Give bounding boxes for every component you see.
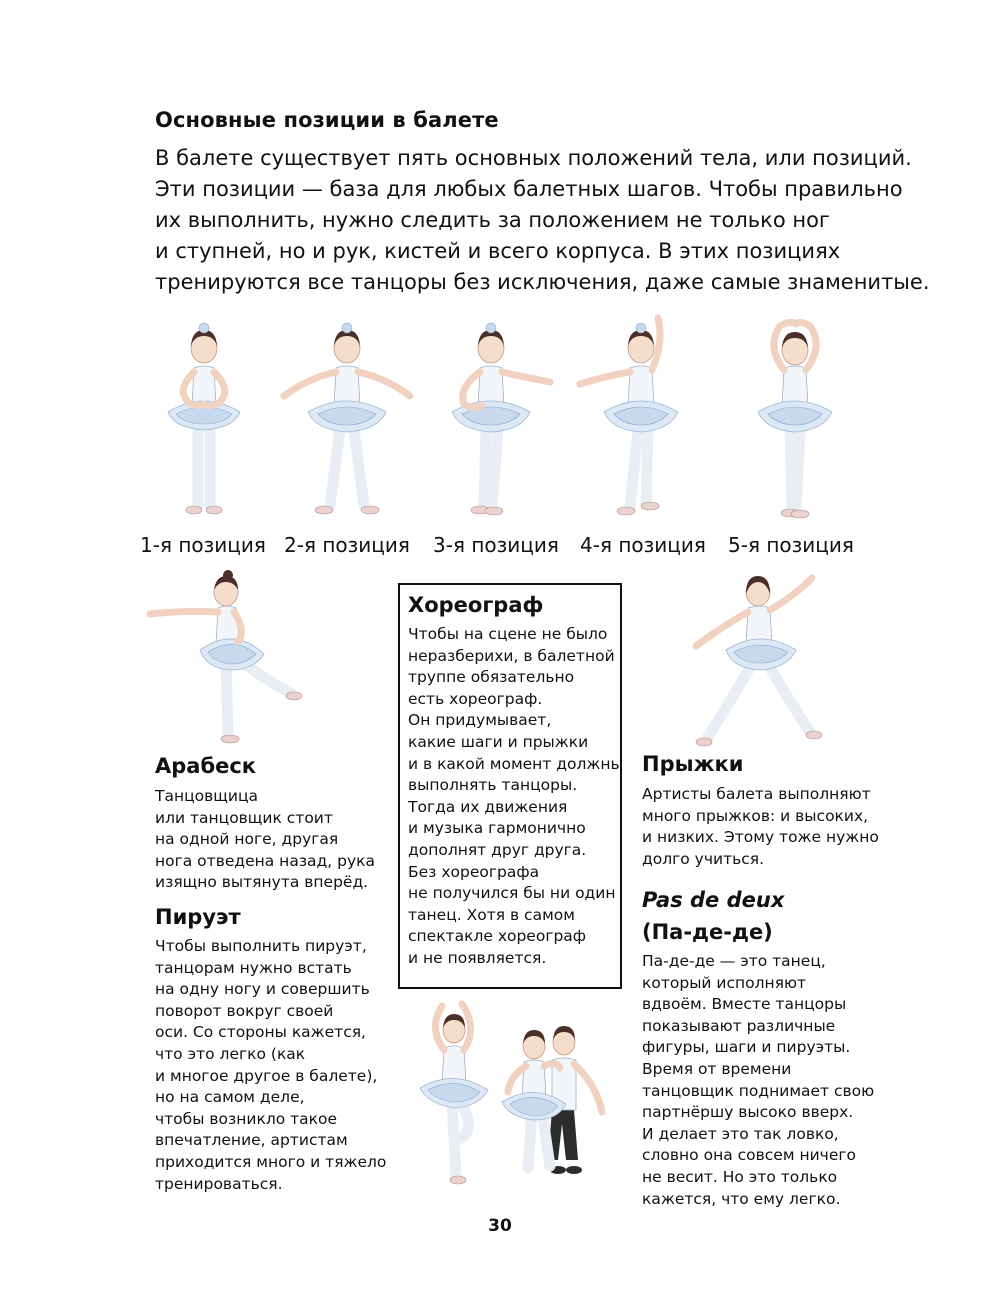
pirouette-line: на одну ногу и совершить (155, 980, 370, 999)
ballet-couple-illustration (500, 1020, 610, 1180)
pas-de-deux-line: танцовщик поднимает свою (642, 1081, 875, 1100)
choreographer-line: выполнять танцоры. (408, 776, 578, 795)
ballerina-position-4-illustration (574, 312, 694, 522)
intro-line: и ступней, но и рук, кистей и всего корпуса. В этих позициях (155, 239, 841, 263)
intro-line: тренируются все танцоры без исключения, даже самые знаменитые. (155, 270, 930, 294)
pas-de-deux-line: Па-де-де — это танец, (642, 952, 826, 970)
choreographer-line: Тогда их движения (408, 797, 568, 816)
choreographer-line: есть хореограф. (408, 689, 543, 708)
pirouette-text (155, 936, 386, 1195)
pirouette-line: приходится много и тяжело (155, 1152, 387, 1171)
pirouette-line: что это легко (как (155, 1044, 306, 1063)
arabesque-line: или танцовщик стоит (155, 808, 333, 827)
choreographer-line: танец. Хотя в самом (408, 905, 575, 924)
ballerina-position-3-illustration (436, 320, 556, 520)
page-number: 30 (488, 1216, 512, 1236)
pas-de-deux-line: кажется, что ему легко. (642, 1189, 841, 1208)
pirouette-line: впечатление, артистам (155, 1131, 348, 1150)
choreographer-line: Он придумывает, (408, 711, 552, 730)
arabesque-line: нога отведена назад, рука (155, 851, 375, 870)
choreographer-line: неразберихи, в балетной (408, 646, 615, 665)
jumps-text (642, 784, 879, 870)
ballerina-position-5-illustration (746, 316, 846, 522)
position-caption-2: 2-я позиция (284, 533, 410, 557)
jumps-line: много прыжков: и высоких, (642, 806, 869, 825)
choreographer-text (408, 624, 623, 970)
intro-line: Эти позиции — база для любых балетных шагов. Чтобы правильно (155, 177, 903, 201)
pas-de-deux-title: Pas de deux (642, 888, 785, 912)
arabesque-line: изящно вытянута вперёд. (155, 873, 369, 892)
pirouette-line: тренироваться. (155, 1174, 283, 1193)
pirouette-line: поворот вокруг своей (155, 1001, 334, 1020)
choreographer-line: и музыка гармонично (408, 819, 586, 838)
pas-de-deux-line: фигуры, шаги и пируэты. (642, 1038, 851, 1057)
pirouette-line: чтобы возникло такое (155, 1109, 338, 1128)
pas-de-deux-text (642, 951, 874, 1210)
pas-de-deux-line: Время от времени (642, 1059, 792, 1078)
choreographer-line: труппе обязательно (408, 668, 575, 687)
choreographer-line: и в какой момент должны (408, 754, 623, 773)
pirouette-line: танцорам нужно встать (155, 958, 352, 977)
ballerina-jump-illustration (690, 572, 850, 747)
pirouette-title: Пируэт (155, 905, 241, 929)
arabesque-text (155, 786, 375, 894)
choreographer-title: Хореограф (408, 593, 544, 617)
pas-de-deux-line: партнёршу высоко вверх. (642, 1103, 854, 1122)
position-caption-5: 5-я позиция (728, 533, 854, 557)
position-caption-3: 3-я позиция (433, 533, 559, 557)
pas-de-deux-line: не весит. Но это только (642, 1167, 838, 1186)
pas-de-deux-line: показывают различные (642, 1016, 836, 1035)
intro-line: В балете существует пять основных положений тела, или позиций. (155, 146, 912, 170)
choreographer-line: не получился бы ни один (408, 884, 616, 903)
pas-de-deux-line: который исполняют (642, 973, 807, 992)
choreographer-line: какие шаги и прыжки (408, 732, 589, 751)
ballerina-position-2-illustration (278, 320, 418, 520)
page-title: Основные позиции в балете (155, 108, 499, 132)
jumps-line: долго учиться. (642, 849, 765, 868)
choreographer-line: дополнят друг друга. (408, 840, 587, 859)
choreographer-line: Без хореографа (408, 862, 540, 881)
pirouette-line: но на самом деле, (155, 1088, 305, 1107)
pas-de-deux-subtitle: (Па-де-де) (642, 920, 773, 944)
ballerina-arabesque-illustration (146, 570, 306, 745)
intro-paragraph (155, 143, 930, 298)
pas-de-deux-line: словно она совсем ничего (642, 1146, 856, 1165)
pas-de-deux-line: И делает это так ловко, (642, 1124, 839, 1143)
jumps-title: Прыжки (642, 752, 744, 776)
choreographer-line: и не появляется. (408, 948, 547, 967)
ballerina-pirouette-illustration (414, 998, 494, 1188)
arabesque-line: Танцовщица (155, 787, 258, 805)
position-caption-1: 1-я позиция (140, 533, 266, 557)
intro-line: их выполнить, нужно следить за положением не только ног (155, 208, 830, 232)
pirouette-line: и многое другое в балете), (155, 1066, 378, 1085)
jumps-line: и низких. Этому тоже нужно (642, 828, 879, 847)
jumps-line: Артисты балета выполняют (642, 785, 871, 803)
position-caption-4: 4-я позиция (580, 533, 706, 557)
pirouette-line: оси. Со стороны кажется, (155, 1023, 366, 1042)
choreographer-line: спектакле хореограф (408, 927, 587, 946)
choreographer-line: Чтобы на сцене не было (408, 625, 608, 643)
pirouette-line: Чтобы выполнить пируэт, (155, 937, 367, 955)
arabesque-title: Арабеск (155, 754, 257, 778)
pas-de-deux-line: вдвоём. Вместе танцоры (642, 995, 847, 1014)
arabesque-line: на одной ноге, другая (155, 830, 339, 849)
ballerina-position-1-illustration (158, 320, 248, 520)
